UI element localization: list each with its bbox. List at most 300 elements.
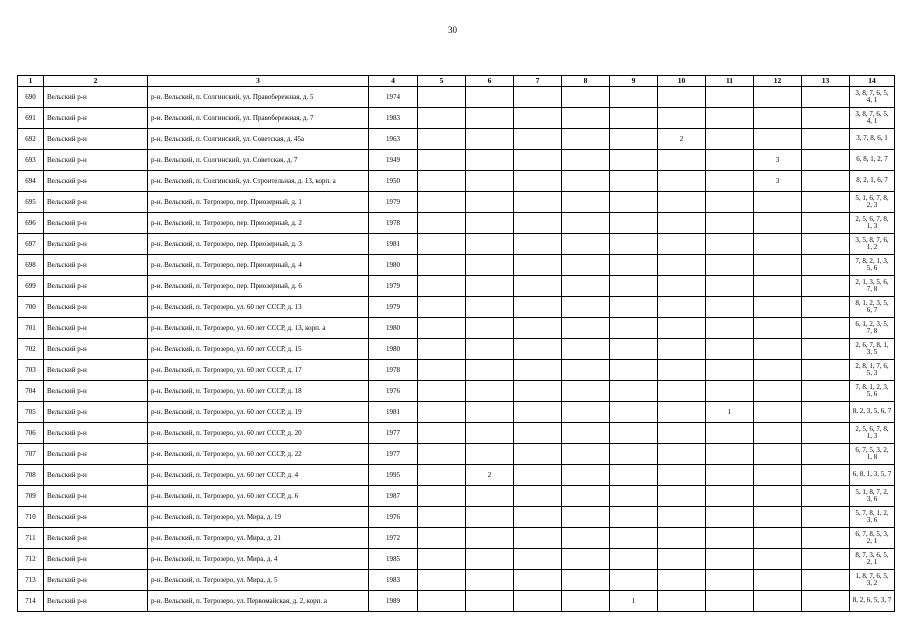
table-cell: р-н. Вельский, п. Тегрозеро, ул. 60 лет СССР, д. 17 xyxy=(148,360,369,381)
table-row xyxy=(18,507,895,528)
table-row xyxy=(18,402,895,423)
table-cell xyxy=(658,402,706,423)
table-cell xyxy=(754,234,802,255)
table-cell xyxy=(562,591,610,612)
table-row xyxy=(18,486,895,507)
table-cell xyxy=(466,171,514,192)
table-cell: Вельский р-н xyxy=(44,402,148,423)
table-cell xyxy=(514,213,562,234)
table-cell: р-н. Вельский, п. Солгинский, ул. Советская, д. 7 xyxy=(148,150,369,171)
table-cell xyxy=(802,318,850,339)
table-cell xyxy=(514,150,562,171)
table-cell xyxy=(466,129,514,150)
table-cell: 8, 7, 3, 6, 5, 2, 1 xyxy=(850,549,895,570)
table-cell: р-н. Вельский, п. Тегрозеро, пер. Приозерный, д. 1 xyxy=(148,192,369,213)
table-cell xyxy=(418,423,466,444)
table-cell xyxy=(514,234,562,255)
table-cell xyxy=(802,465,850,486)
table-cell xyxy=(802,171,850,192)
table-cell xyxy=(610,444,658,465)
table-cell xyxy=(562,318,610,339)
table-cell: 1983 xyxy=(369,570,418,591)
table-cell: 1979 xyxy=(369,192,418,213)
table-cell xyxy=(802,444,850,465)
table-row xyxy=(18,570,895,591)
table-cell xyxy=(562,444,610,465)
table-cell: р-н. Вельский, п. Тегрозеро, пер. Приозерный, д. 3 xyxy=(148,234,369,255)
table-cell xyxy=(706,87,754,108)
table-cell: 1, 8, 7, 6, 5, 3, 2 xyxy=(850,570,895,591)
table-cell xyxy=(466,549,514,570)
table-cell: Вельский р-н xyxy=(44,297,148,318)
column-header: 8 xyxy=(562,76,610,87)
table-cell: 700 xyxy=(18,297,44,318)
table-cell xyxy=(658,108,706,129)
table-cell: 1978 xyxy=(369,360,418,381)
column-header: 1 xyxy=(18,76,44,87)
table-cell xyxy=(514,570,562,591)
table-cell xyxy=(706,213,754,234)
table-cell xyxy=(418,171,466,192)
table-cell xyxy=(658,297,706,318)
table-cell xyxy=(754,381,802,402)
table-cell xyxy=(562,402,610,423)
table-cell xyxy=(418,402,466,423)
table-cell: Вельский р-н xyxy=(44,150,148,171)
table-cell xyxy=(514,255,562,276)
table-cell xyxy=(802,381,850,402)
table-cell xyxy=(418,297,466,318)
table-cell xyxy=(802,108,850,129)
table-cell xyxy=(418,129,466,150)
table-cell: 693 xyxy=(18,150,44,171)
table-cell xyxy=(418,507,466,528)
table-cell xyxy=(514,108,562,129)
table-row xyxy=(18,150,895,171)
column-header: 5 xyxy=(418,76,466,87)
table-cell xyxy=(418,339,466,360)
table-cell xyxy=(754,255,802,276)
table-cell xyxy=(754,108,802,129)
table-cell xyxy=(562,297,610,318)
table-cell: 1 xyxy=(706,402,754,423)
table-cell xyxy=(610,528,658,549)
table-cell xyxy=(418,360,466,381)
table-cell xyxy=(754,339,802,360)
table-cell xyxy=(706,591,754,612)
table-cell: 705 xyxy=(18,402,44,423)
table-cell xyxy=(802,549,850,570)
table-cell xyxy=(466,255,514,276)
table-cell xyxy=(706,171,754,192)
table-cell xyxy=(514,549,562,570)
table-cell: 6, 7, 8, 5, 3, 2, 1 xyxy=(850,528,895,549)
table-cell xyxy=(658,318,706,339)
table-cell: 1980 xyxy=(369,255,418,276)
table-cell xyxy=(466,108,514,129)
table-cell xyxy=(466,381,514,402)
table-cell xyxy=(418,87,466,108)
table-cell xyxy=(802,192,850,213)
table-cell: 1981 xyxy=(369,402,418,423)
table-cell: Вельский р-н xyxy=(44,465,148,486)
table-cell: Вельский р-н xyxy=(44,255,148,276)
table-cell: р-н. Вельский, п. Тегрозеро, ул. 60 лет СССР, д. 19 xyxy=(148,402,369,423)
table-cell xyxy=(754,213,802,234)
table-cell xyxy=(610,129,658,150)
table-cell xyxy=(802,87,850,108)
table-cell xyxy=(802,486,850,507)
table-cell xyxy=(610,234,658,255)
table-cell xyxy=(706,276,754,297)
table-cell: 1987 xyxy=(369,486,418,507)
table-row xyxy=(18,87,895,108)
table-cell: 704 xyxy=(18,381,44,402)
table-cell xyxy=(802,255,850,276)
table-cell: 1977 xyxy=(369,423,418,444)
table-cell: 695 xyxy=(18,192,44,213)
table-cell: 8, 2, 3, 5, 6, 7 xyxy=(850,402,895,423)
table-cell xyxy=(754,444,802,465)
table-cell xyxy=(418,486,466,507)
table-cell xyxy=(610,402,658,423)
table-cell xyxy=(658,213,706,234)
table-cell: Вельский р-н xyxy=(44,87,148,108)
table-cell: 1979 xyxy=(369,276,418,297)
table-cell xyxy=(706,150,754,171)
table-cell xyxy=(562,213,610,234)
table-cell xyxy=(802,213,850,234)
table-cell: р-н. Вельский, п. Тегрозеро, ул. 60 лет СССР, д. 13 xyxy=(148,297,369,318)
table-cell xyxy=(754,423,802,444)
table-cell xyxy=(658,528,706,549)
table-cell: 709 xyxy=(18,486,44,507)
table-cell xyxy=(466,150,514,171)
table-cell xyxy=(514,402,562,423)
table-cell xyxy=(754,129,802,150)
table-cell xyxy=(562,171,610,192)
table-cell: Вельский р-н xyxy=(44,549,148,570)
table-cell xyxy=(658,444,706,465)
table-cell xyxy=(466,213,514,234)
table-cell xyxy=(514,591,562,612)
table-cell xyxy=(514,129,562,150)
table-cell xyxy=(610,486,658,507)
table-cell xyxy=(562,234,610,255)
table-cell xyxy=(418,570,466,591)
table-cell xyxy=(466,87,514,108)
table-cell xyxy=(610,423,658,444)
table-cell: р-н. Вельский, п. Тегрозеро, ул. 60 лет СССР, д. 4 xyxy=(148,465,369,486)
table-cell xyxy=(610,171,658,192)
table-cell xyxy=(562,339,610,360)
table-cell xyxy=(610,360,658,381)
table-cell: Вельский р-н xyxy=(44,129,148,150)
table-cell xyxy=(706,297,754,318)
table-cell xyxy=(514,339,562,360)
table-cell: 8, 2, 6, 5, 3, 7 xyxy=(850,591,895,612)
table-cell: 2, 1, 3, 5, 6, 7, 8 xyxy=(850,276,895,297)
table-cell xyxy=(610,276,658,297)
table-cell xyxy=(514,276,562,297)
table-cell: Вельский р-н xyxy=(44,444,148,465)
table-cell xyxy=(802,150,850,171)
table-cell: р-н. Вельский, п. Тегрозеро, ул. Мира, д. 19 xyxy=(148,507,369,528)
table-cell xyxy=(466,234,514,255)
table-cell: Вельский р-н xyxy=(44,213,148,234)
table-cell xyxy=(466,339,514,360)
table-cell xyxy=(610,297,658,318)
table-cell: Вельский р-н xyxy=(44,339,148,360)
table-cell: 8, 2, 1, 6, 7 xyxy=(850,171,895,192)
table-cell: 2 xyxy=(466,465,514,486)
table-cell: Вельский р-н xyxy=(44,276,148,297)
table-cell xyxy=(466,507,514,528)
table-cell xyxy=(562,108,610,129)
table-cell: Вельский р-н xyxy=(44,570,148,591)
table-cell xyxy=(706,549,754,570)
table-cell xyxy=(562,549,610,570)
column-header: 6 xyxy=(466,76,514,87)
table-cell xyxy=(802,570,850,591)
table-row xyxy=(18,549,895,570)
table-cell xyxy=(514,528,562,549)
table-cell xyxy=(754,549,802,570)
table-cell: 6, 8, 1, 3, 5, 7 xyxy=(850,465,895,486)
table-cell xyxy=(466,402,514,423)
table-cell xyxy=(514,423,562,444)
table-cell: 2, 5, 6, 7, 8, 1, 3 xyxy=(850,423,895,444)
column-header: 10 xyxy=(658,76,706,87)
table-cell xyxy=(706,129,754,150)
table-cell xyxy=(754,486,802,507)
table-cell xyxy=(706,486,754,507)
table-cell xyxy=(418,276,466,297)
table-cell xyxy=(418,444,466,465)
table-cell: р-н. Вельский, п. Тегрозеро, ул. Мира, д. 21 xyxy=(148,528,369,549)
table-cell: 3 xyxy=(754,171,802,192)
table-cell xyxy=(802,402,850,423)
table-cell: 1980 xyxy=(369,318,418,339)
table-cell xyxy=(514,318,562,339)
table-cell xyxy=(514,360,562,381)
table-cell xyxy=(658,381,706,402)
table-cell xyxy=(610,339,658,360)
page-number: 30 xyxy=(448,25,457,35)
table-cell: 697 xyxy=(18,234,44,255)
table-row xyxy=(18,129,895,150)
table-cell xyxy=(418,528,466,549)
table-cell xyxy=(706,318,754,339)
column-header: 7 xyxy=(514,76,562,87)
table-cell xyxy=(466,444,514,465)
table-cell xyxy=(802,423,850,444)
table-cell xyxy=(562,528,610,549)
table-cell xyxy=(754,276,802,297)
table-cell: 1985 xyxy=(369,549,418,570)
table-cell xyxy=(418,192,466,213)
table-cell xyxy=(706,381,754,402)
table-cell xyxy=(466,591,514,612)
table-cell xyxy=(514,486,562,507)
table-cell: 1983 xyxy=(369,108,418,129)
table-cell: Вельский р-н xyxy=(44,507,148,528)
table-cell xyxy=(706,528,754,549)
table-cell xyxy=(562,150,610,171)
table-cell xyxy=(562,87,610,108)
table-row xyxy=(18,339,895,360)
table-cell xyxy=(562,360,610,381)
table-cell xyxy=(610,150,658,171)
table-cell xyxy=(658,423,706,444)
table-row xyxy=(18,360,895,381)
table-cell: 1995 xyxy=(369,465,418,486)
table-cell xyxy=(658,486,706,507)
table-cell xyxy=(610,549,658,570)
table-cell xyxy=(466,486,514,507)
table-cell xyxy=(466,276,514,297)
table-cell xyxy=(754,507,802,528)
registry-table xyxy=(17,75,895,612)
table-cell xyxy=(754,360,802,381)
table-cell xyxy=(802,234,850,255)
table-cell xyxy=(562,570,610,591)
table-cell: 2 xyxy=(658,129,706,150)
table-cell: 2, 5, 6, 7, 8, 1, 3 xyxy=(850,213,895,234)
table-cell xyxy=(418,591,466,612)
table-cell xyxy=(514,171,562,192)
table-cell xyxy=(418,234,466,255)
table-cell xyxy=(706,360,754,381)
table-cell xyxy=(802,297,850,318)
table-cell xyxy=(418,381,466,402)
table-cell: Вельский р-н xyxy=(44,423,148,444)
table-cell xyxy=(418,108,466,129)
table-cell xyxy=(418,465,466,486)
table-cell xyxy=(562,255,610,276)
table-cell xyxy=(754,465,802,486)
table-row xyxy=(18,297,895,318)
table-row xyxy=(18,192,895,213)
table-cell xyxy=(658,276,706,297)
table-cell: 694 xyxy=(18,171,44,192)
table-cell: Вельский р-н xyxy=(44,486,148,507)
table-cell xyxy=(418,213,466,234)
table-cell: 2, 8, 1, 7, 6, 5, 3 xyxy=(850,360,895,381)
table-cell xyxy=(754,297,802,318)
table-cell: 696 xyxy=(18,213,44,234)
table-body xyxy=(18,87,895,612)
table-cell xyxy=(658,465,706,486)
table-cell: 1949 xyxy=(369,150,418,171)
table-cell xyxy=(610,87,658,108)
table-cell: 691 xyxy=(18,108,44,129)
table-cell: 1977 xyxy=(369,444,418,465)
table-cell: 1980 xyxy=(369,339,418,360)
table-row xyxy=(18,234,895,255)
table-cell xyxy=(514,381,562,402)
table-cell xyxy=(418,549,466,570)
table-cell xyxy=(562,465,610,486)
table-cell xyxy=(658,150,706,171)
table-cell: р-н. Вельский, п. Тегрозеро, ул. 60 лет СССР, д. 20 xyxy=(148,423,369,444)
table-cell: р-н. Вельский, п. Тегрозеро, ул. 60 лет СССР, д. 15 xyxy=(148,339,369,360)
table-cell xyxy=(610,255,658,276)
table-cell: Вельский р-н xyxy=(44,171,148,192)
table-row xyxy=(18,381,895,402)
table-cell: 708 xyxy=(18,465,44,486)
table-cell: 1963 xyxy=(369,129,418,150)
table-cell xyxy=(754,528,802,549)
table-cell: 1972 xyxy=(369,528,418,549)
table-cell xyxy=(706,423,754,444)
table-cell xyxy=(658,339,706,360)
table-cell: 1976 xyxy=(369,381,418,402)
table-cell xyxy=(610,213,658,234)
table-cell: р-н. Вельский, п. Тегрозеро, ул. Мира, д. 5 xyxy=(148,570,369,591)
table-cell: 706 xyxy=(18,423,44,444)
table-cell xyxy=(754,402,802,423)
table-cell: 3, 5, 8, 7, 6, 1, 2 xyxy=(850,234,895,255)
table-cell: р-н. Вельский, п. Тегрозеро, ул. 60 лет СССР, д. 13, корп. а xyxy=(148,318,369,339)
column-header: 9 xyxy=(610,76,658,87)
column-header: 11 xyxy=(706,76,754,87)
table-cell: Вельский р-н xyxy=(44,381,148,402)
table-cell: 702 xyxy=(18,339,44,360)
table-cell xyxy=(658,570,706,591)
table-cell xyxy=(514,465,562,486)
table-cell: Вельский р-н xyxy=(44,591,148,612)
column-header: 14 xyxy=(850,76,895,87)
table-cell: р-н. Вельский, п. Тегрозеро, ул. 60 лет СССР, д. 22 xyxy=(148,444,369,465)
table-cell xyxy=(514,297,562,318)
table-cell: р-н. Вельский, п. Солгинский, ул. Правобережная, д. 7 xyxy=(148,108,369,129)
table-cell: 1950 xyxy=(369,171,418,192)
table-cell: 6, 1, 2, 3, 5, 7, 8 xyxy=(850,318,895,339)
table-cell: 5, 7, 8, 1, 2, 3, 6 xyxy=(850,507,895,528)
table-cell: р-н. Вельский, п. Солгинский, ул. Правобережная, д. 5 xyxy=(148,87,369,108)
table-cell xyxy=(514,507,562,528)
table-cell xyxy=(802,276,850,297)
table-cell xyxy=(610,108,658,129)
table-cell: 7, 8, 1, 2, 3, 5, 6 xyxy=(850,381,895,402)
table-cell: р-н. Вельский, п. Тегрозеро, ул. Мира, д. 4 xyxy=(148,549,369,570)
table-cell: р-н. Вельский, п. Тегрозеро, ул. 60 лет СССР, д. 18 xyxy=(148,381,369,402)
table-cell xyxy=(514,444,562,465)
table-cell xyxy=(658,549,706,570)
table-cell: р-н. Вельский, п. Тегрозеро, пер. Приозерный, д. 4 xyxy=(148,255,369,276)
table-row xyxy=(18,465,895,486)
table-cell xyxy=(562,486,610,507)
table-cell xyxy=(610,192,658,213)
table-cell xyxy=(706,255,754,276)
table-cell xyxy=(754,570,802,591)
table-cell xyxy=(466,297,514,318)
table-cell xyxy=(562,129,610,150)
table-cell xyxy=(610,507,658,528)
table-cell: 1974 xyxy=(369,87,418,108)
table-cell xyxy=(802,360,850,381)
table-cell xyxy=(706,507,754,528)
table-cell xyxy=(514,192,562,213)
table-cell xyxy=(658,360,706,381)
table-cell: р-н. Вельский, п. Солгинский, ул. Советская, д. 45а xyxy=(148,129,369,150)
table-cell: 713 xyxy=(18,570,44,591)
table-cell xyxy=(610,381,658,402)
header-row xyxy=(18,76,895,87)
table-cell xyxy=(562,276,610,297)
table-row xyxy=(18,213,895,234)
